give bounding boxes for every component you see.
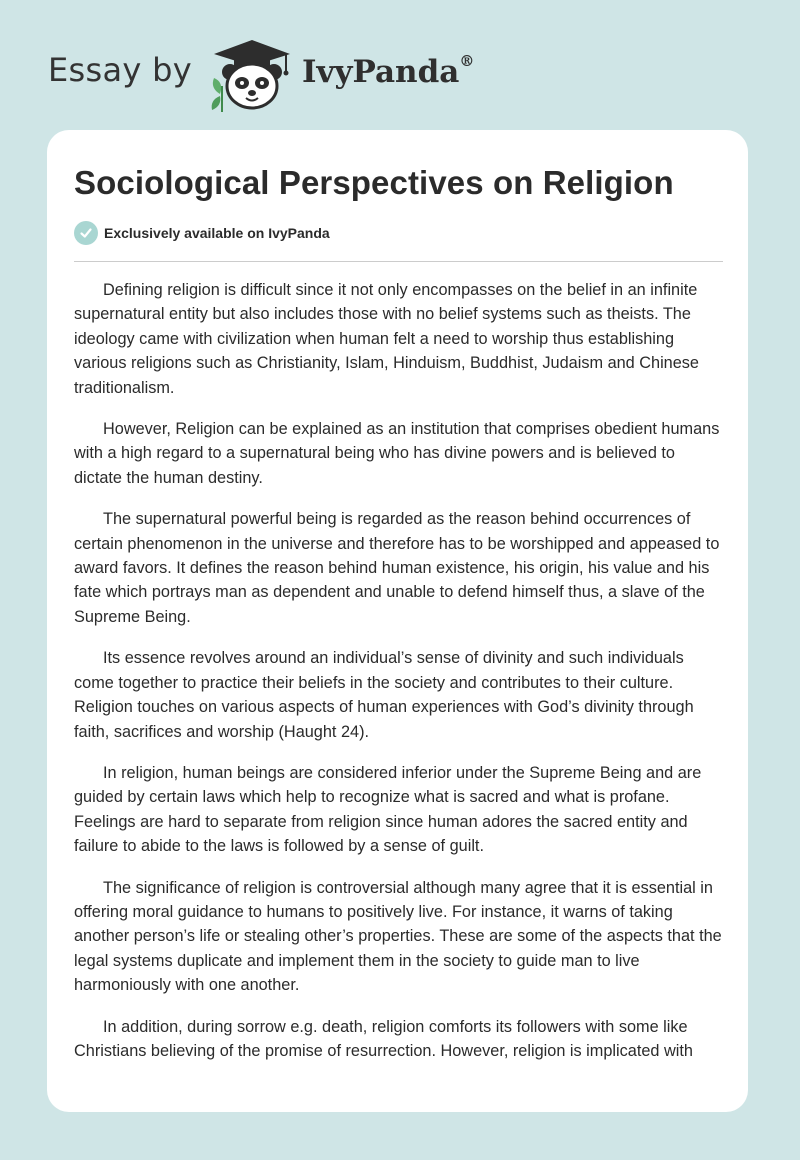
exclusive-badge: [74, 221, 330, 245]
paragraph: In religion, human beings are considered inferior under the Supreme Being and are guided by certain laws which help to recognize what is sacred and what is profane. Feelings are hard to separate from religion since human adores the sacred entity and failure to abide to the laws is followed by a sense of guilt.: [74, 763, 702, 856]
paragraph: The significance of religion is controversial although many agree that it is essential in offering moral guidance to humans to positively live. For instance, it warns of taking another person’s life or stealing other’s properties. These are some of the aspects that the legal systems duplicate and implement them in the society to guide man to live harmoniously with one another.: [74, 878, 722, 995]
divider: [74, 261, 723, 262]
paragraph: The supernatural powerful being is regarded as the reason behind occurrences of certain phenomenon in the universe and therefore has to be worshipped and appeased to award favors. It defines the reason behind human existence, his origin, his value and his fate which portrays man as dependent and unable to defend himself thus, a slave of the Supreme Being.: [74, 510, 720, 626]
paragraph: Defining religion is difficult since it not only encompasses on the belief in an infinite supernatural entity but also includes those with no belief systems such as theists. The ideology came with civilization when human felt a need to worship thus establishing various religions such as Christianity, Islam, Hinduism, Buddhist, Judaism and Chinese traditionalism.: [74, 281, 699, 397]
ivypanda-logo[interactable]: [206, 34, 474, 114]
page-title: Sociological Perspectives on Religion: [74, 164, 674, 201]
essay-by-label: Essay by: [48, 51, 192, 89]
exclusive-label: Exclusively available on IvyPanda: [104, 225, 330, 241]
paragraph: In addition, during sorrow e.g. death, religion comforts its followers with some like Christians believing of the promise of resurrection. However, religion is implicated with: [74, 1017, 693, 1060]
panda-logo-icon: [206, 34, 298, 114]
essay-body: [74, 278, 724, 1080]
paragraph: However, Religion can be explained as an institution that comprises obedient humans with a high regard to a supernatural being who has divine powers and is believed to dictate the human destiny.: [74, 420, 720, 487]
site-header: [48, 34, 474, 114]
brand-name: IvyPanda®: [301, 52, 475, 90]
essay-card: [47, 130, 748, 1112]
check-icon: [74, 221, 98, 245]
paragraph: Its essence revolves around an individual’s sense of divinity and such individuals come together to practice their beliefs in the society and contributes to their culture. Religion touches on various aspects of human experiences with God’s divinity through faith, sacrifices and worship (Haught 24).: [74, 649, 694, 741]
